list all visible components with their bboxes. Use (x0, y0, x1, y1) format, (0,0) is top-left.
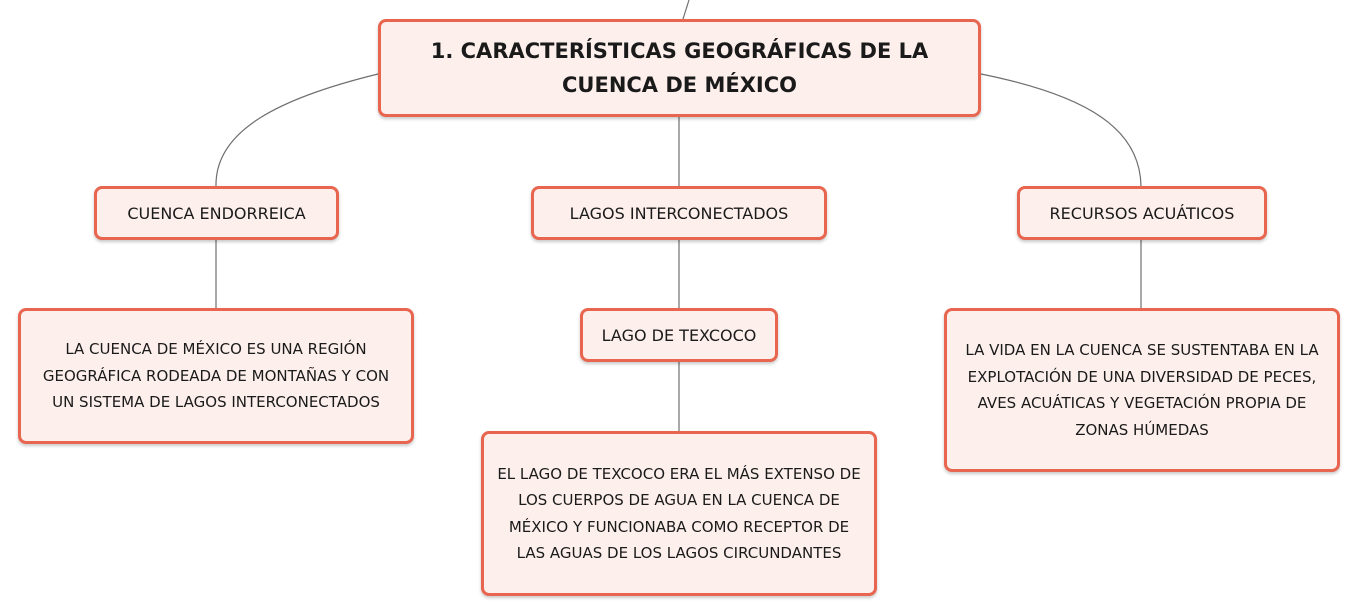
topic-recursos-acuaticos[interactable] (1017, 186, 1267, 240)
description-text: EL LAGO DE TEXCOCO ERA EL MÁS EXTENSO DE LOS CUERPOS DE AGUA EN LA CUENCA DE MÉXICO Y FUNCIONABA COMO RECEPTOR DE LAS AGUAS DE LOS LAGOS CIRCUNDANTES (497, 464, 861, 562)
topic-label: RECURSOS ACUÁTICOS (1049, 203, 1235, 223)
topic-description-recursos[interactable] (944, 308, 1340, 472)
topic-label: CUENCA ENDORREICA (127, 203, 306, 223)
description-text: LA VIDA EN LA CUENCA SE SUSTENTABA EN LA EXPLOTACIÓN DE UNA DIVERSIDAD DE PECES, AVES ACUÁTICAS Y VEGETACIÓN PROPIA DE ZONAS HÚMEDAS (965, 341, 1319, 439)
connector-from-parent (683, 0, 689, 19)
topic-description-cuenca[interactable] (18, 308, 414, 444)
root-topic-label: 1. CARACTERÍSTICAS GEOGRÁFICAS DE LA CUENCA DE MÉXICO (430, 39, 929, 97)
description-text: LA CUENCA DE MÉXICO ES UNA REGIÓN GEOGRÁFICA RODEADA DE MONTAÑAS Y CON UN SISTEMA DE LAGOS INTERCONECTADOS (42, 340, 390, 412)
topic-cuenca-endorreica[interactable] (94, 186, 339, 240)
topic-label: LAGOS INTERCONECTADOS (569, 203, 789, 223)
root-topic[interactable] (378, 19, 981, 117)
topic-lago-de-texcoco[interactable] (580, 308, 778, 362)
connector-root-to-recursos-acuaticos (981, 74, 1141, 186)
topic-description-texcoco[interactable] (481, 431, 877, 596)
connector-root-to-cuenca-endorreica (216, 74, 378, 186)
topic-lagos-interconectados[interactable] (531, 186, 827, 240)
topic-label: LAGO DE TEXCOCO (601, 325, 757, 345)
